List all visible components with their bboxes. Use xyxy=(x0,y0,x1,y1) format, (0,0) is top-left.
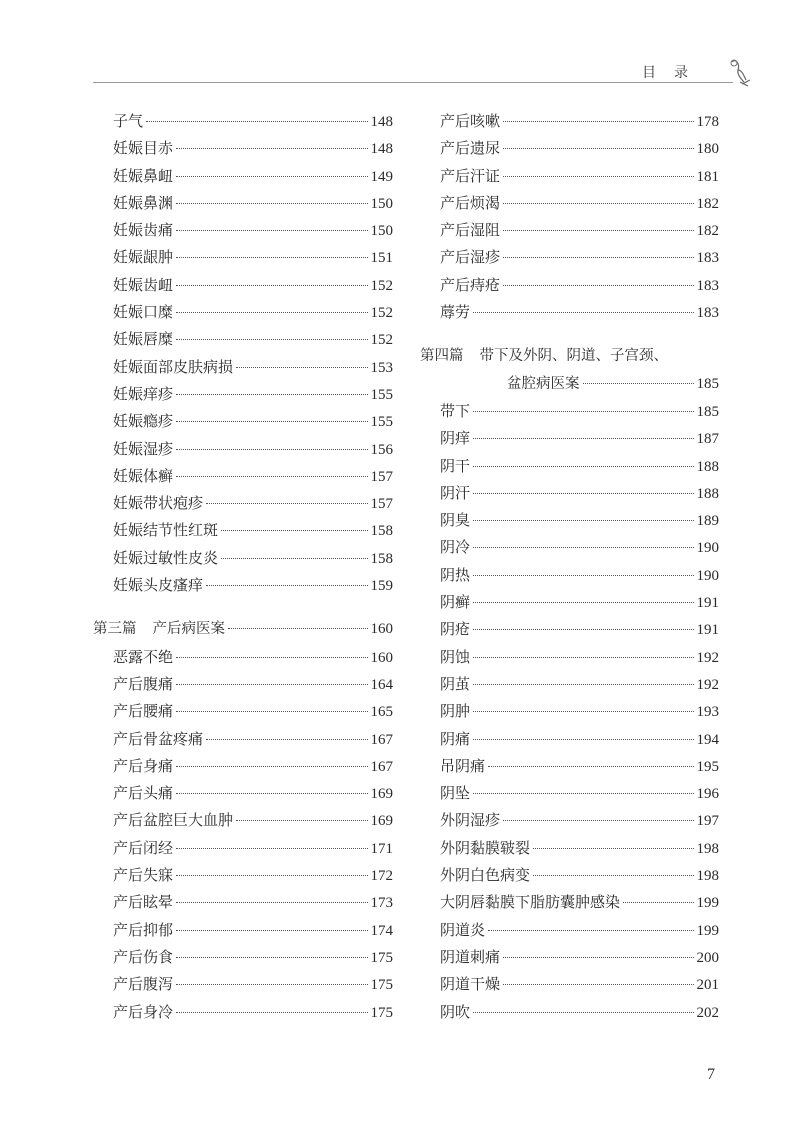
dot-leader xyxy=(236,820,367,821)
toc-entry-title: 阴吹 xyxy=(440,1002,471,1021)
toc-entry-title: 产后盆腔巨大血肿 xyxy=(113,811,234,830)
decorative-flower-icon xyxy=(728,58,752,88)
toc-entry-title: 产后遗尿 xyxy=(440,139,501,158)
toc-entry-title: 外阴湿疹 xyxy=(440,811,501,830)
toc-entry-page: 202 xyxy=(696,1004,719,1021)
dot-leader xyxy=(583,383,694,384)
toc-entry-title: 阴臭 xyxy=(440,511,471,530)
toc-entry-page: 197 xyxy=(696,813,719,830)
toc-entry-title: 产后痔疮 xyxy=(440,275,501,294)
toc-entry-page: 187 xyxy=(696,431,719,448)
toc-entry-title: 妊娠口糜 xyxy=(113,303,174,322)
toc-entry-page: 191 xyxy=(696,622,719,639)
dot-leader xyxy=(473,739,693,740)
toc-entry-page: 153 xyxy=(370,359,393,376)
toc-entry[interactable] xyxy=(93,862,393,889)
toc-entry[interactable] xyxy=(420,507,719,534)
dot-leader xyxy=(176,766,367,767)
toc-entry-page: 175 xyxy=(370,949,393,966)
toc-entry-page: 183 xyxy=(696,277,719,294)
toc-entry-title: 恶露不绝 xyxy=(113,647,174,666)
toc-entry-page: 155 xyxy=(370,414,393,431)
page-number: 7 xyxy=(707,1066,715,1083)
toc-entry[interactable] xyxy=(420,217,719,244)
toc-entry[interactable] xyxy=(93,889,393,916)
toc-entry-page: 192 xyxy=(696,649,719,666)
toc-entry-page: 178 xyxy=(696,114,719,130)
toc-entry-page: 157 xyxy=(370,496,393,513)
toc-entry-title: 产后身冷 xyxy=(113,1002,174,1021)
toc-entry-title: 妊娠体癣 xyxy=(113,466,174,485)
toc-entry-title: 阴冷 xyxy=(440,538,471,557)
toc-entry-title: 妊娠鼻衄 xyxy=(113,166,174,185)
toc-entry[interactable] xyxy=(420,971,719,998)
toc-entry-title: 妊娠过敏性皮炎 xyxy=(113,548,219,567)
toc-entry-page: 193 xyxy=(696,704,719,721)
toc-entry[interactable] xyxy=(93,299,393,326)
toc-entry-page: 158 xyxy=(370,550,393,567)
toc-entry[interactable] xyxy=(93,835,393,862)
dot-leader xyxy=(176,793,367,794)
toc-entry-title: 带下 xyxy=(440,401,471,420)
dot-leader xyxy=(176,312,367,313)
toc-entry-page: 155 xyxy=(370,386,393,403)
toc-entry-title: 产后烦渴 xyxy=(440,193,501,212)
toc-entry-title: 妊娠瘾疹 xyxy=(113,412,174,431)
dot-leader xyxy=(488,930,693,931)
toc-entry[interactable] xyxy=(93,354,393,381)
toc-entry-page: 175 xyxy=(370,1004,393,1021)
toc-right-column xyxy=(420,108,719,1026)
toc-entry-title: 外阴黏膜皲裂 xyxy=(440,838,531,857)
toc-entry[interactable] xyxy=(420,398,719,425)
dot-leader xyxy=(503,957,693,958)
toc-entry[interactable] xyxy=(420,272,719,299)
dot-leader xyxy=(206,739,367,740)
dot-leader xyxy=(503,148,693,149)
toc-entry[interactable] xyxy=(420,944,719,971)
toc-entry[interactable] xyxy=(420,562,719,589)
dot-leader xyxy=(503,285,693,286)
toc-entry-page: 183 xyxy=(696,305,719,322)
dot-leader xyxy=(221,558,367,559)
dot-leader xyxy=(473,1012,693,1013)
toc-entry-page: 190 xyxy=(696,540,719,557)
toc-entry-title: 阴肿 xyxy=(440,702,471,721)
toc-entry-title: 妊娠头皮瘙痒 xyxy=(113,576,204,595)
toc-entry-title: 产后腹痛 xyxy=(113,674,174,693)
toc-entry-title: 产后抑郁 xyxy=(113,920,174,939)
dot-leader xyxy=(228,628,368,629)
toc-entry-title: 产后腰痛 xyxy=(113,702,174,721)
toc-entry-page: 152 xyxy=(370,332,393,349)
toc-entry-title: 阴蚀 xyxy=(440,647,471,666)
toc-entry-title: 外阴白色病变 xyxy=(440,866,531,885)
toc-part-heading-continued[interactable] xyxy=(420,371,719,398)
dot-leader xyxy=(503,203,693,204)
toc-entry[interactable] xyxy=(93,944,393,971)
dot-leader xyxy=(176,339,367,340)
dot-leader xyxy=(473,602,693,603)
toc-entry-page: 174 xyxy=(370,922,393,939)
dot-leader xyxy=(176,984,367,985)
toc-entry-title: 妊娠痒疹 xyxy=(113,384,174,403)
toc-entry[interactable] xyxy=(93,108,393,135)
toc-entry-page: 148 xyxy=(370,141,393,158)
dot-leader xyxy=(176,449,367,450)
toc-entry-title: 阴茧 xyxy=(440,674,471,693)
dot-leader xyxy=(176,285,367,286)
dot-leader xyxy=(176,657,367,658)
dot-leader xyxy=(473,629,693,630)
part-number: 第三篇 xyxy=(93,621,137,638)
toc-entry[interactable] xyxy=(420,644,719,671)
toc-entry-title: 阴癣 xyxy=(440,593,471,612)
toc-entry-page: 157 xyxy=(370,468,393,485)
toc-entry-title: 阴坠 xyxy=(440,784,471,803)
toc-entry-title: 产后咳嗽 xyxy=(440,112,501,130)
toc-entry-title: 产后闭经 xyxy=(113,838,174,857)
toc-entry-page: 152 xyxy=(370,277,393,294)
toc-left-column xyxy=(93,108,393,1026)
toc-part-heading[interactable] xyxy=(93,616,393,643)
toc-entry-page: 160 xyxy=(370,621,393,638)
dot-leader xyxy=(533,848,693,849)
toc-entry-title: 妊娠湿疹 xyxy=(113,439,174,458)
toc-entry[interactable] xyxy=(93,807,393,834)
toc-entry[interactable] xyxy=(420,589,719,616)
part-title: 产后病医案 xyxy=(152,621,225,638)
toc-entry[interactable] xyxy=(93,572,393,599)
dot-leader xyxy=(473,711,693,712)
toc-entry-title: 蓐劳 xyxy=(440,303,471,322)
dot-leader xyxy=(176,1012,367,1013)
toc-entry[interactable] xyxy=(420,425,719,452)
dot-leader xyxy=(623,902,693,903)
toc-entry-title: 妊娠鼻渊 xyxy=(113,193,174,212)
toc-entry[interactable] xyxy=(420,889,719,916)
toc-entry-page: 201 xyxy=(696,977,719,994)
dot-leader xyxy=(473,793,693,794)
toc-entry-page: 156 xyxy=(370,441,393,458)
toc-entry[interactable] xyxy=(93,217,393,244)
part-title-line1: 带下及外阴、阴道、子宫颈、 xyxy=(479,348,668,365)
toc-entry-title: 阴干 xyxy=(440,456,471,475)
toc-entry-page: 148 xyxy=(370,114,393,130)
toc-entry-page: 175 xyxy=(370,977,393,994)
toc-entry-title: 阴道干燥 xyxy=(440,975,501,994)
toc-entry-page: 160 xyxy=(370,649,393,666)
toc-entry[interactable] xyxy=(420,534,719,561)
running-header-title: 目录 xyxy=(642,65,706,81)
toc-entry-page: 192 xyxy=(696,676,719,693)
dot-leader xyxy=(176,148,367,149)
toc-entry-page: 171 xyxy=(370,840,393,857)
toc-entry[interactable] xyxy=(420,917,719,944)
toc-entry-page: 149 xyxy=(370,168,393,185)
toc-entry[interactable] xyxy=(93,545,393,572)
toc-entry-title: 产后骨盆疼痛 xyxy=(113,729,204,748)
toc-entry[interactable] xyxy=(93,463,393,490)
toc-entry-page: 198 xyxy=(696,868,719,885)
toc-entry-title: 阴疮 xyxy=(440,620,471,639)
dot-leader xyxy=(533,875,693,876)
dot-leader xyxy=(221,530,367,531)
toc-entry-title: 阴道炎 xyxy=(440,920,486,939)
toc-entry[interactable] xyxy=(93,190,393,217)
toc-entry-page: 182 xyxy=(696,223,719,240)
toc-entry[interactable] xyxy=(93,917,393,944)
dot-leader xyxy=(176,848,367,849)
toc-entry-title: 妊娠唇糜 xyxy=(113,330,174,349)
toc-entry[interactable] xyxy=(93,163,393,190)
toc-entry[interactable] xyxy=(420,480,719,507)
dot-leader xyxy=(473,493,693,494)
dot-leader xyxy=(503,257,693,258)
dot-leader xyxy=(176,930,367,931)
toc-entry[interactable] xyxy=(93,671,393,698)
dot-leader xyxy=(176,684,367,685)
toc-entry-title: 产后湿阻 xyxy=(440,221,501,240)
toc-entry[interactable] xyxy=(420,108,719,135)
toc-entry-page: 189 xyxy=(696,513,719,530)
toc-entry-title: 产后失寐 xyxy=(113,866,174,885)
toc-entry-title: 阴热 xyxy=(440,565,471,584)
dot-leader xyxy=(473,466,693,467)
toc-entry-title: 妊娠带状疱疹 xyxy=(113,494,204,513)
toc-entry-page: 150 xyxy=(370,195,393,212)
toc-entry-page: 152 xyxy=(370,305,393,322)
toc-entry-page: 167 xyxy=(370,731,393,748)
toc-entry-title: 子气 xyxy=(113,112,144,130)
toc-entry[interactable] xyxy=(420,671,719,698)
toc-entry[interactable] xyxy=(420,698,719,725)
toc-entry[interactable] xyxy=(93,326,393,353)
toc-entry-title: 妊娠结节性红斑 xyxy=(113,521,219,540)
toc-entry[interactable] xyxy=(420,163,719,190)
toc-entry-page: 172 xyxy=(370,868,393,885)
toc-entry[interactable] xyxy=(420,453,719,480)
toc-entry[interactable] xyxy=(420,299,719,326)
toc-entry-page: 169 xyxy=(370,813,393,830)
toc-entry[interactable] xyxy=(420,780,719,807)
toc-entry-page: 150 xyxy=(370,223,393,240)
toc-entry-title: 妊娠齿痛 xyxy=(113,221,174,240)
dot-leader xyxy=(473,411,693,412)
toc-entry-title: 妊娠面部皮肤病损 xyxy=(113,357,234,376)
toc-entry-page: 169 xyxy=(370,786,393,803)
toc-entry-title: 产后汗证 xyxy=(440,166,501,185)
toc-entry[interactable] xyxy=(93,436,393,463)
toc-entry[interactable] xyxy=(420,862,719,889)
dot-leader xyxy=(236,367,367,368)
dot-leader xyxy=(176,203,367,204)
toc-entry-page: 183 xyxy=(696,250,719,267)
dot-leader xyxy=(146,121,367,122)
header-rule xyxy=(93,82,733,83)
toc-entry-page: 185 xyxy=(696,403,719,420)
toc-entry-title: 产后湿疹 xyxy=(440,248,501,267)
toc-entry-page: 188 xyxy=(696,458,719,475)
toc-entry[interactable] xyxy=(93,726,393,753)
dot-leader xyxy=(176,394,367,395)
dot-leader xyxy=(473,575,693,576)
toc-entry[interactable] xyxy=(93,971,393,998)
toc-entry-page: 198 xyxy=(696,840,719,857)
dot-leader xyxy=(206,585,367,586)
part-number: 第四篇 xyxy=(420,348,464,365)
toc-entry-title: 阴汗 xyxy=(440,483,471,502)
toc-entry-page: 185 xyxy=(696,375,719,392)
dot-leader xyxy=(503,176,693,177)
toc-entry-page: 181 xyxy=(696,168,719,185)
toc-entry[interactable] xyxy=(93,381,393,408)
toc-entry-page: 159 xyxy=(370,578,393,595)
toc-entry-title: 产后伤食 xyxy=(113,947,174,966)
toc-entry[interactable] xyxy=(93,780,393,807)
toc-entry-title: 妊娠龈肿 xyxy=(113,248,174,267)
toc-entry[interactable] xyxy=(420,807,719,834)
toc-entry-page: 194 xyxy=(696,731,719,748)
dot-leader xyxy=(473,657,693,658)
toc-entry-page: 164 xyxy=(370,676,393,693)
toc-entry-page: 199 xyxy=(696,922,719,939)
toc-entry-page: 158 xyxy=(370,523,393,540)
dot-leader xyxy=(206,503,367,504)
toc-entry[interactable] xyxy=(93,644,393,671)
dot-leader xyxy=(473,312,693,313)
dot-leader xyxy=(176,257,367,258)
toc-entry[interactable] xyxy=(420,999,719,1026)
toc-entry[interactable] xyxy=(420,616,719,643)
toc-entry[interactable] xyxy=(93,999,393,1026)
dot-leader xyxy=(176,421,367,422)
dot-leader xyxy=(503,820,693,821)
toc-entry-title: 妊娠齿衄 xyxy=(113,275,174,294)
toc-entry[interactable] xyxy=(93,517,393,544)
dot-leader xyxy=(503,121,693,122)
dot-leader xyxy=(503,230,693,231)
toc-entry[interactable] xyxy=(93,272,393,299)
toc-entry-page: 182 xyxy=(696,195,719,212)
toc-entry-page: 173 xyxy=(370,895,393,912)
toc-entry-page: 200 xyxy=(696,949,719,966)
dot-leader xyxy=(176,902,367,903)
dot-leader xyxy=(176,230,367,231)
dot-leader xyxy=(473,438,693,439)
toc-entry-page: 196 xyxy=(696,786,719,803)
dot-leader xyxy=(176,711,367,712)
dot-leader xyxy=(503,984,693,985)
toc-entry[interactable] xyxy=(420,190,719,217)
toc-entry-title: 阴痛 xyxy=(440,729,471,748)
toc-entry-page: 191 xyxy=(696,595,719,612)
dot-leader xyxy=(176,176,367,177)
toc-entry-page: 199 xyxy=(696,895,719,912)
toc-part-heading[interactable] xyxy=(420,343,719,370)
dot-leader xyxy=(473,520,693,521)
toc-entry[interactable] xyxy=(420,244,719,271)
toc-entry-page: 188 xyxy=(696,485,719,502)
toc-entry-title: 吊阴痛 xyxy=(440,756,486,775)
toc-entry-title: 大阴唇黏膜下脂肪囊肿感染 xyxy=(440,893,621,912)
toc-entry-page: 165 xyxy=(370,704,393,721)
dot-leader xyxy=(488,766,693,767)
toc-entry[interactable] xyxy=(93,698,393,725)
toc-entry[interactable] xyxy=(93,753,393,780)
toc-entry-title: 阴道刺痛 xyxy=(440,947,501,966)
toc-entry-title: 产后腹泻 xyxy=(113,975,174,994)
toc-entry[interactable] xyxy=(93,135,393,162)
toc-entry[interactable] xyxy=(93,244,393,271)
toc-entry[interactable] xyxy=(420,726,719,753)
toc-entry[interactable] xyxy=(93,490,393,517)
toc-entry-page: 190 xyxy=(696,567,719,584)
toc-entry-title: 产后头痛 xyxy=(113,784,174,803)
dot-leader xyxy=(176,875,367,876)
toc-entry-title: 妊娠目赤 xyxy=(113,139,174,158)
dot-leader xyxy=(176,476,367,477)
dot-leader xyxy=(473,684,693,685)
toc-entry[interactable] xyxy=(93,408,393,435)
toc-entry-title: 产后身痛 xyxy=(113,756,174,775)
toc-entry-page: 195 xyxy=(696,758,719,775)
toc-entry-page: 180 xyxy=(696,141,719,158)
toc-entry-title: 产后眩晕 xyxy=(113,893,174,912)
toc-entry[interactable] xyxy=(420,753,719,780)
part-title-line2: 盆腔病医案 xyxy=(507,375,580,392)
toc-entry-title: 阴痒 xyxy=(440,429,471,448)
toc-entry-page: 151 xyxy=(370,250,393,267)
toc-entry[interactable] xyxy=(420,135,719,162)
toc-entry[interactable] xyxy=(420,835,719,862)
toc-entry-page: 167 xyxy=(370,758,393,775)
dot-leader xyxy=(176,957,367,958)
dot-leader xyxy=(473,547,693,548)
